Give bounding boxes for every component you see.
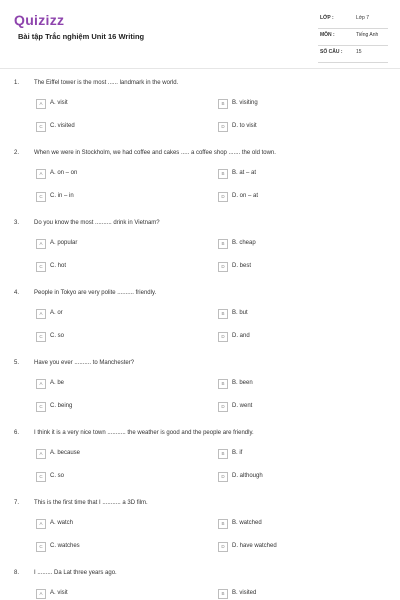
option-text: A. popular: [50, 240, 78, 246]
option-text: D. on – at: [232, 193, 259, 199]
option-text: D. although: [232, 473, 263, 479]
question-text: I think it is a very nice town ........... the weather is good and the people are friendly.: [34, 430, 254, 436]
question-text: People in Tokyo are very polite .......... friendly.: [34, 290, 157, 296]
quizizz-logo: Quizizz: [14, 12, 65, 28]
question-number: 8.: [14, 570, 20, 576]
option-letter-box: A: [36, 379, 46, 389]
option-text: B. visiting: [232, 100, 258, 106]
header-divider: [0, 68, 400, 69]
option-text: A. be: [50, 380, 65, 386]
option-text: C. so: [50, 473, 65, 479]
option-text: B. cheap: [232, 240, 256, 246]
option-letter-box: B: [218, 589, 228, 599]
option-text: C. hot: [50, 263, 67, 269]
option-letter-box: D: [218, 192, 228, 202]
option-text: D. best: [232, 263, 252, 269]
option-letter-box: D: [218, 332, 228, 342]
option-letter-box: D: [218, 122, 228, 132]
option-letter-box: C: [36, 402, 46, 412]
meta-label: MÔN :: [320, 32, 335, 38]
question-number: 6.: [14, 430, 20, 436]
option-text: A. because: [50, 450, 81, 456]
option-letter-box: C: [36, 332, 46, 342]
option-letter-box: B: [218, 519, 228, 529]
question-text: Have you ever .......... to Manchester?: [34, 360, 135, 366]
option-text: C. in – in: [50, 193, 74, 199]
meta-info: [318, 12, 388, 63]
option-text: B. if: [232, 450, 243, 456]
meta-row-class: [318, 12, 388, 29]
option-letter-box: D: [218, 472, 228, 482]
question-number: 3.: [14, 220, 20, 226]
meta-label: SỐ CÂU :: [320, 49, 343, 55]
option-letter-box: A: [36, 589, 46, 599]
question-text: The Eiffel tower is the most ...... landmark in the world.: [34, 80, 179, 86]
option-letter-box: A: [36, 309, 46, 319]
option-text: A. watch: [50, 520, 74, 526]
question-number: 5.: [14, 360, 20, 366]
question-text: When we were in Stockholm, we had coffee and cakes ..... a coffee shop ....... the old town.: [34, 150, 276, 156]
option-letter-box: B: [218, 379, 228, 389]
option-text: D. have watched: [232, 543, 277, 549]
option-letter-box: A: [36, 519, 46, 529]
question-text: I ......... Da Lat three years ago.: [34, 570, 117, 576]
option-letter-box: C: [36, 472, 46, 482]
option-letter-box: B: [218, 309, 228, 319]
option-letter-box: D: [218, 542, 228, 552]
option-text: D. to visit: [232, 123, 257, 129]
meta-value: Lớp 7: [356, 15, 370, 21]
option-text: B. visited: [232, 590, 257, 596]
option-letter-box: D: [218, 402, 228, 412]
option-text: C. being: [50, 403, 73, 409]
option-text: B. watched: [232, 520, 262, 526]
option-letter-box: C: [36, 192, 46, 202]
option-text: B. been: [232, 380, 253, 386]
option-letter-box: B: [218, 449, 228, 459]
meta-value: Tiếng Anh: [356, 32, 379, 38]
question-number: 7.: [14, 500, 20, 506]
option-text: A. or: [50, 310, 63, 316]
option-letter-box: A: [36, 99, 46, 109]
option-text: C. visited: [50, 123, 75, 129]
option-text: D. and: [232, 333, 250, 339]
option-letter-box: A: [36, 169, 46, 179]
question-text: Do you know the most .......... drink in Vietnam?: [34, 220, 160, 226]
meta-value: 15: [356, 49, 362, 55]
option-letter-box: A: [36, 449, 46, 459]
option-letter-box: B: [218, 169, 228, 179]
question-text: This is the first time that I ........... a 3D film.: [34, 500, 148, 506]
option-letter-box: C: [36, 542, 46, 552]
option-text: A. visit: [50, 100, 68, 106]
option-text: B. but: [232, 310, 248, 316]
question-number: 1.: [14, 80, 20, 86]
option-text: C. so: [50, 333, 65, 339]
option-text: B. at – at: [232, 170, 257, 176]
meta-row-subject: [318, 29, 388, 46]
worksheet-title: Bài tập Trắc nghiệm Unit 16 Writing: [18, 32, 145, 41]
option-text: D. went: [232, 403, 253, 409]
worksheet-header: [0, 0, 400, 68]
option-text: C. watches: [50, 543, 80, 549]
option-text: A. on – on: [50, 170, 78, 176]
meta-label: LỚP :: [320, 15, 334, 21]
question-number: 4.: [14, 290, 20, 296]
option-letter-box: A: [36, 239, 46, 249]
option-text: A. visit: [50, 590, 68, 596]
meta-row-count: [318, 46, 388, 63]
option-letter-box: C: [36, 262, 46, 272]
option-letter-box: B: [218, 239, 228, 249]
question-number: 2.: [14, 150, 20, 156]
option-letter-box: B: [218, 99, 228, 109]
option-letter-box: D: [218, 262, 228, 272]
option-letter-box: C: [36, 122, 46, 132]
